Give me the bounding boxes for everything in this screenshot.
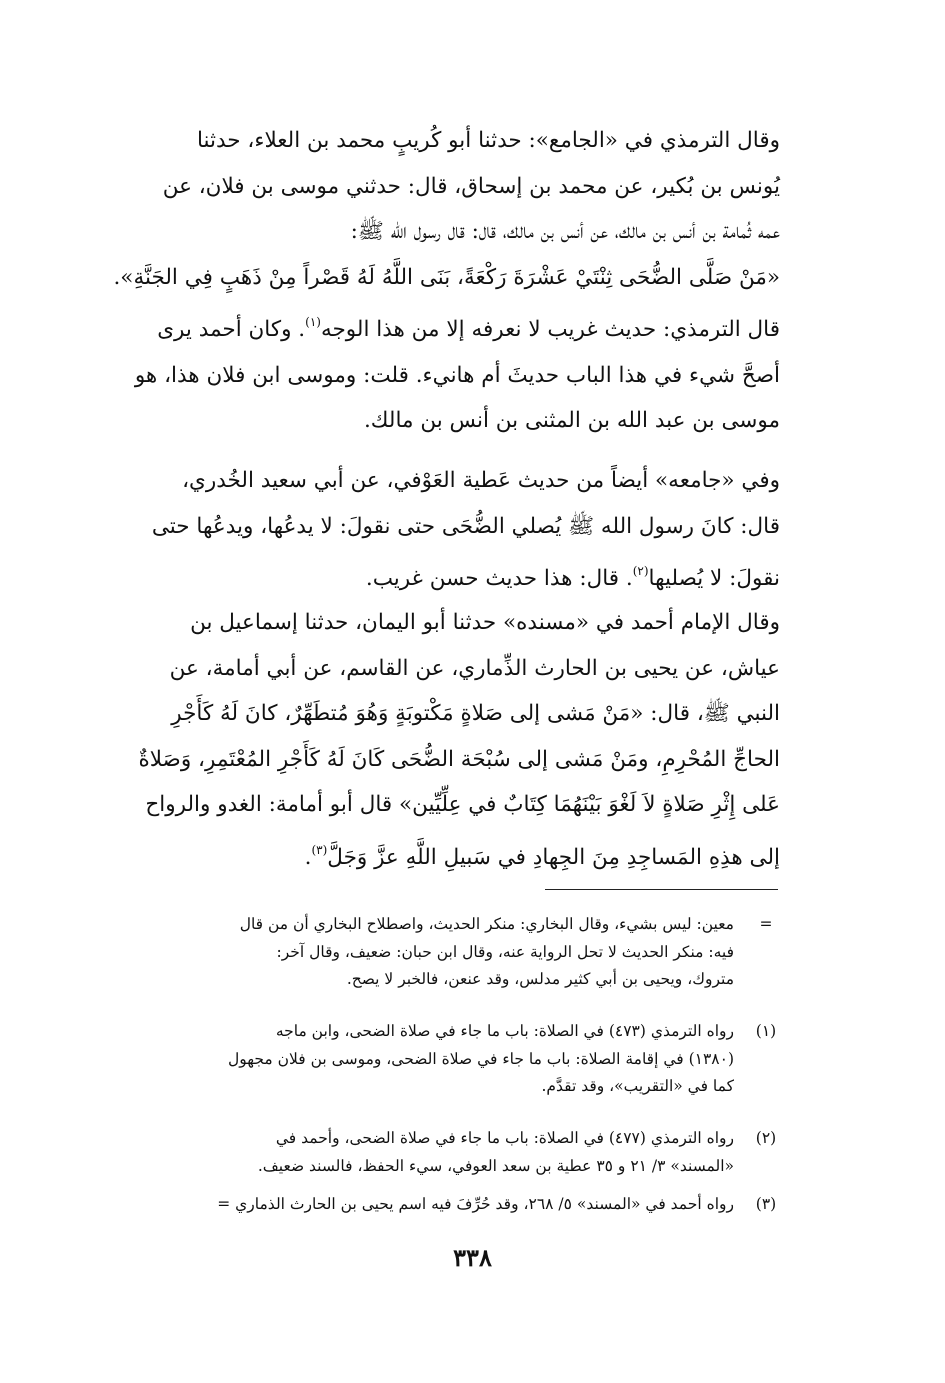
text-segment: إلى هذِهِ المَساجِدِ مِنَ الجِهادِ في سَبيلِ اللَّهِ عزَّ وَجَلَّ bbox=[327, 844, 780, 870]
text-line bbox=[112, 300, 780, 353]
footnote-line: متروك، ويحيى بن أبي كثير مدلس، وقد عنعن، فالخبر لا يصح. bbox=[346, 970, 734, 988]
footnote-line: كما في «التقريب»، وقد تقدَّم. bbox=[541, 1077, 734, 1095]
footnote-line: رواه الترمذي (٤٧٧) في الصلاة: باب ما جاء في صلاة الضحى، وأحمد في bbox=[275, 1129, 734, 1147]
footnote-number: (١) bbox=[755, 1022, 777, 1040]
footnote-number: = bbox=[759, 915, 773, 933]
page-number: ٣٣٨ bbox=[453, 1243, 492, 1272]
text-line: يُونس بن بُكير، عن محمد بن إسحاق، قال: حدثني موسى بن فلان، عن bbox=[162, 173, 780, 199]
text-segment: نقولَ: لا يُصليها bbox=[648, 566, 780, 591]
text-line: وقال الترمذي في «الجامع»: حدثنا أبو كُريبٍ محمد بن العلاء، حدثنا bbox=[196, 128, 780, 153]
footnote-line: معين: ليس بشيء، وقال البخاري: منكر الحديث، واصطلاح البخاري أن من قال bbox=[239, 915, 734, 933]
footnote-line: رواه أحمد في «المسند» ٥/ ٢٦٨، وقد حُرِّفَ فيه اسم يحيى بن الحارث الذماري = bbox=[217, 1195, 734, 1213]
footnote-line: (١٣٨٠) في إقامة الصلاة: باب ما جاء في صلاة الضحى، وموسى بن فلان مجهول bbox=[228, 1049, 734, 1068]
text-line: وقال الإمام أحمد في «مسنده» حدثنا أبو اليمان، حدثنا إسماعيل بن bbox=[190, 610, 780, 635]
footnote-separator bbox=[545, 889, 778, 890]
footnote-marker-2: (٢) bbox=[632, 564, 649, 578]
footnote-line: «المسند» ٣/ ٢١ و ٣٥ عطية بن سعد العوفي، سيء الحفظ، فالسند ضعيف. bbox=[257, 1156, 734, 1175]
footnote-marker-3: (٣) bbox=[311, 842, 328, 857]
footnote-continued bbox=[112, 911, 780, 994]
text-line bbox=[112, 828, 780, 881]
footnote-2 bbox=[112, 1125, 780, 1180]
text-line: أصحَّ شيء في هذا الباب حديثَ أم هانيء. قلت: وموسى ابن فلان هذا، هو bbox=[134, 362, 780, 388]
paragraph-jamiuhu-atiyya bbox=[112, 458, 780, 602]
footnote-number: (٢) bbox=[755, 1129, 777, 1147]
text-line: عياش، عن يحيى بن الحارث الذِّماري، عن القاسم، عن أبي أمامة، عن bbox=[169, 655, 780, 681]
text-line: النبي ﷺ، قال: «مَنْ مَشى إلى صَلاةٍ مَكْتوبَةٍ وَهُوَ مُتطَهِّرٌ، كانَ لَهُ كَأَجْرِ bbox=[171, 701, 780, 726]
text-segment: . وكان أحمد يرى bbox=[157, 317, 306, 342]
text-line: موسى بن عبد الله بن المثنى بن أنس بن مالك. bbox=[363, 408, 780, 433]
footnote-line: فيه: منكر الحديث لا تحل الرواية عنه، وقال ابن حبان: ضعيف، وقال آخر: bbox=[276, 942, 734, 961]
text-segment: . قال: هذا حديث حسن غريب. bbox=[365, 566, 633, 591]
text-line: الحاجِّ المُحْرِمِ، ومَنْ مَشى إلى سُبْحَة الضُّحَى كَانَ لَهُ كَأَجْرِ المُعْتَمِرِ، وَصَلاةٌ bbox=[138, 746, 780, 772]
text-line: قال: كانَ رسول الله ﷺ يُصلي الضُّحَى حتى نقولَ: لا يدعُها، ويدعُها حتى bbox=[151, 513, 780, 539]
footnote-number: (٣) bbox=[755, 1195, 777, 1213]
text-segment: . bbox=[304, 844, 312, 870]
text-line: عَلى إِثْرِ صَلاةٍ لاَ لَغْوَ بَيْنَهُمَا كِتَابٌ في عِلِّيِّين» قال أبو أمامة: الغدو والرواح bbox=[145, 792, 780, 817]
footnote-1 bbox=[112, 1018, 780, 1101]
footnote-marker-1: (١) bbox=[305, 315, 321, 329]
text-line: عمه ثُمامة بن أنس بن مالك، عن أنس بن مالك، قال: قال رسول الله ﷺ: bbox=[350, 219, 780, 244]
footnote-3 bbox=[112, 1191, 780, 1219]
paragraph-tirmidhi-jami bbox=[112, 118, 780, 444]
text-line: وفي «جامعه» أيضاً من حديث عَطية العَوْفي، عن أبي سعيد الخُدري، bbox=[182, 468, 780, 493]
paragraph-ahmad-musnad bbox=[112, 600, 780, 880]
text-line bbox=[112, 549, 780, 602]
footnote-line: رواه الترمذي (٤٧٣) في الصلاة: باب ما جاء في صلاة الضحى، وابن ماجه bbox=[275, 1022, 734, 1040]
text-line: «مَنْ صَلَّى الضُّحَى ثِنْتَيْ عَشْرَةَ رَكْعَةً، بَنَى اللَّهُ لَهُ قَصْراً مِنْ ذَهَبٍ فِي الجَنَّةِ». bbox=[113, 264, 780, 290]
text-segment: قال الترمذي: حديث غريب لا نعرفه إلا من هذا الوجه bbox=[320, 317, 780, 342]
